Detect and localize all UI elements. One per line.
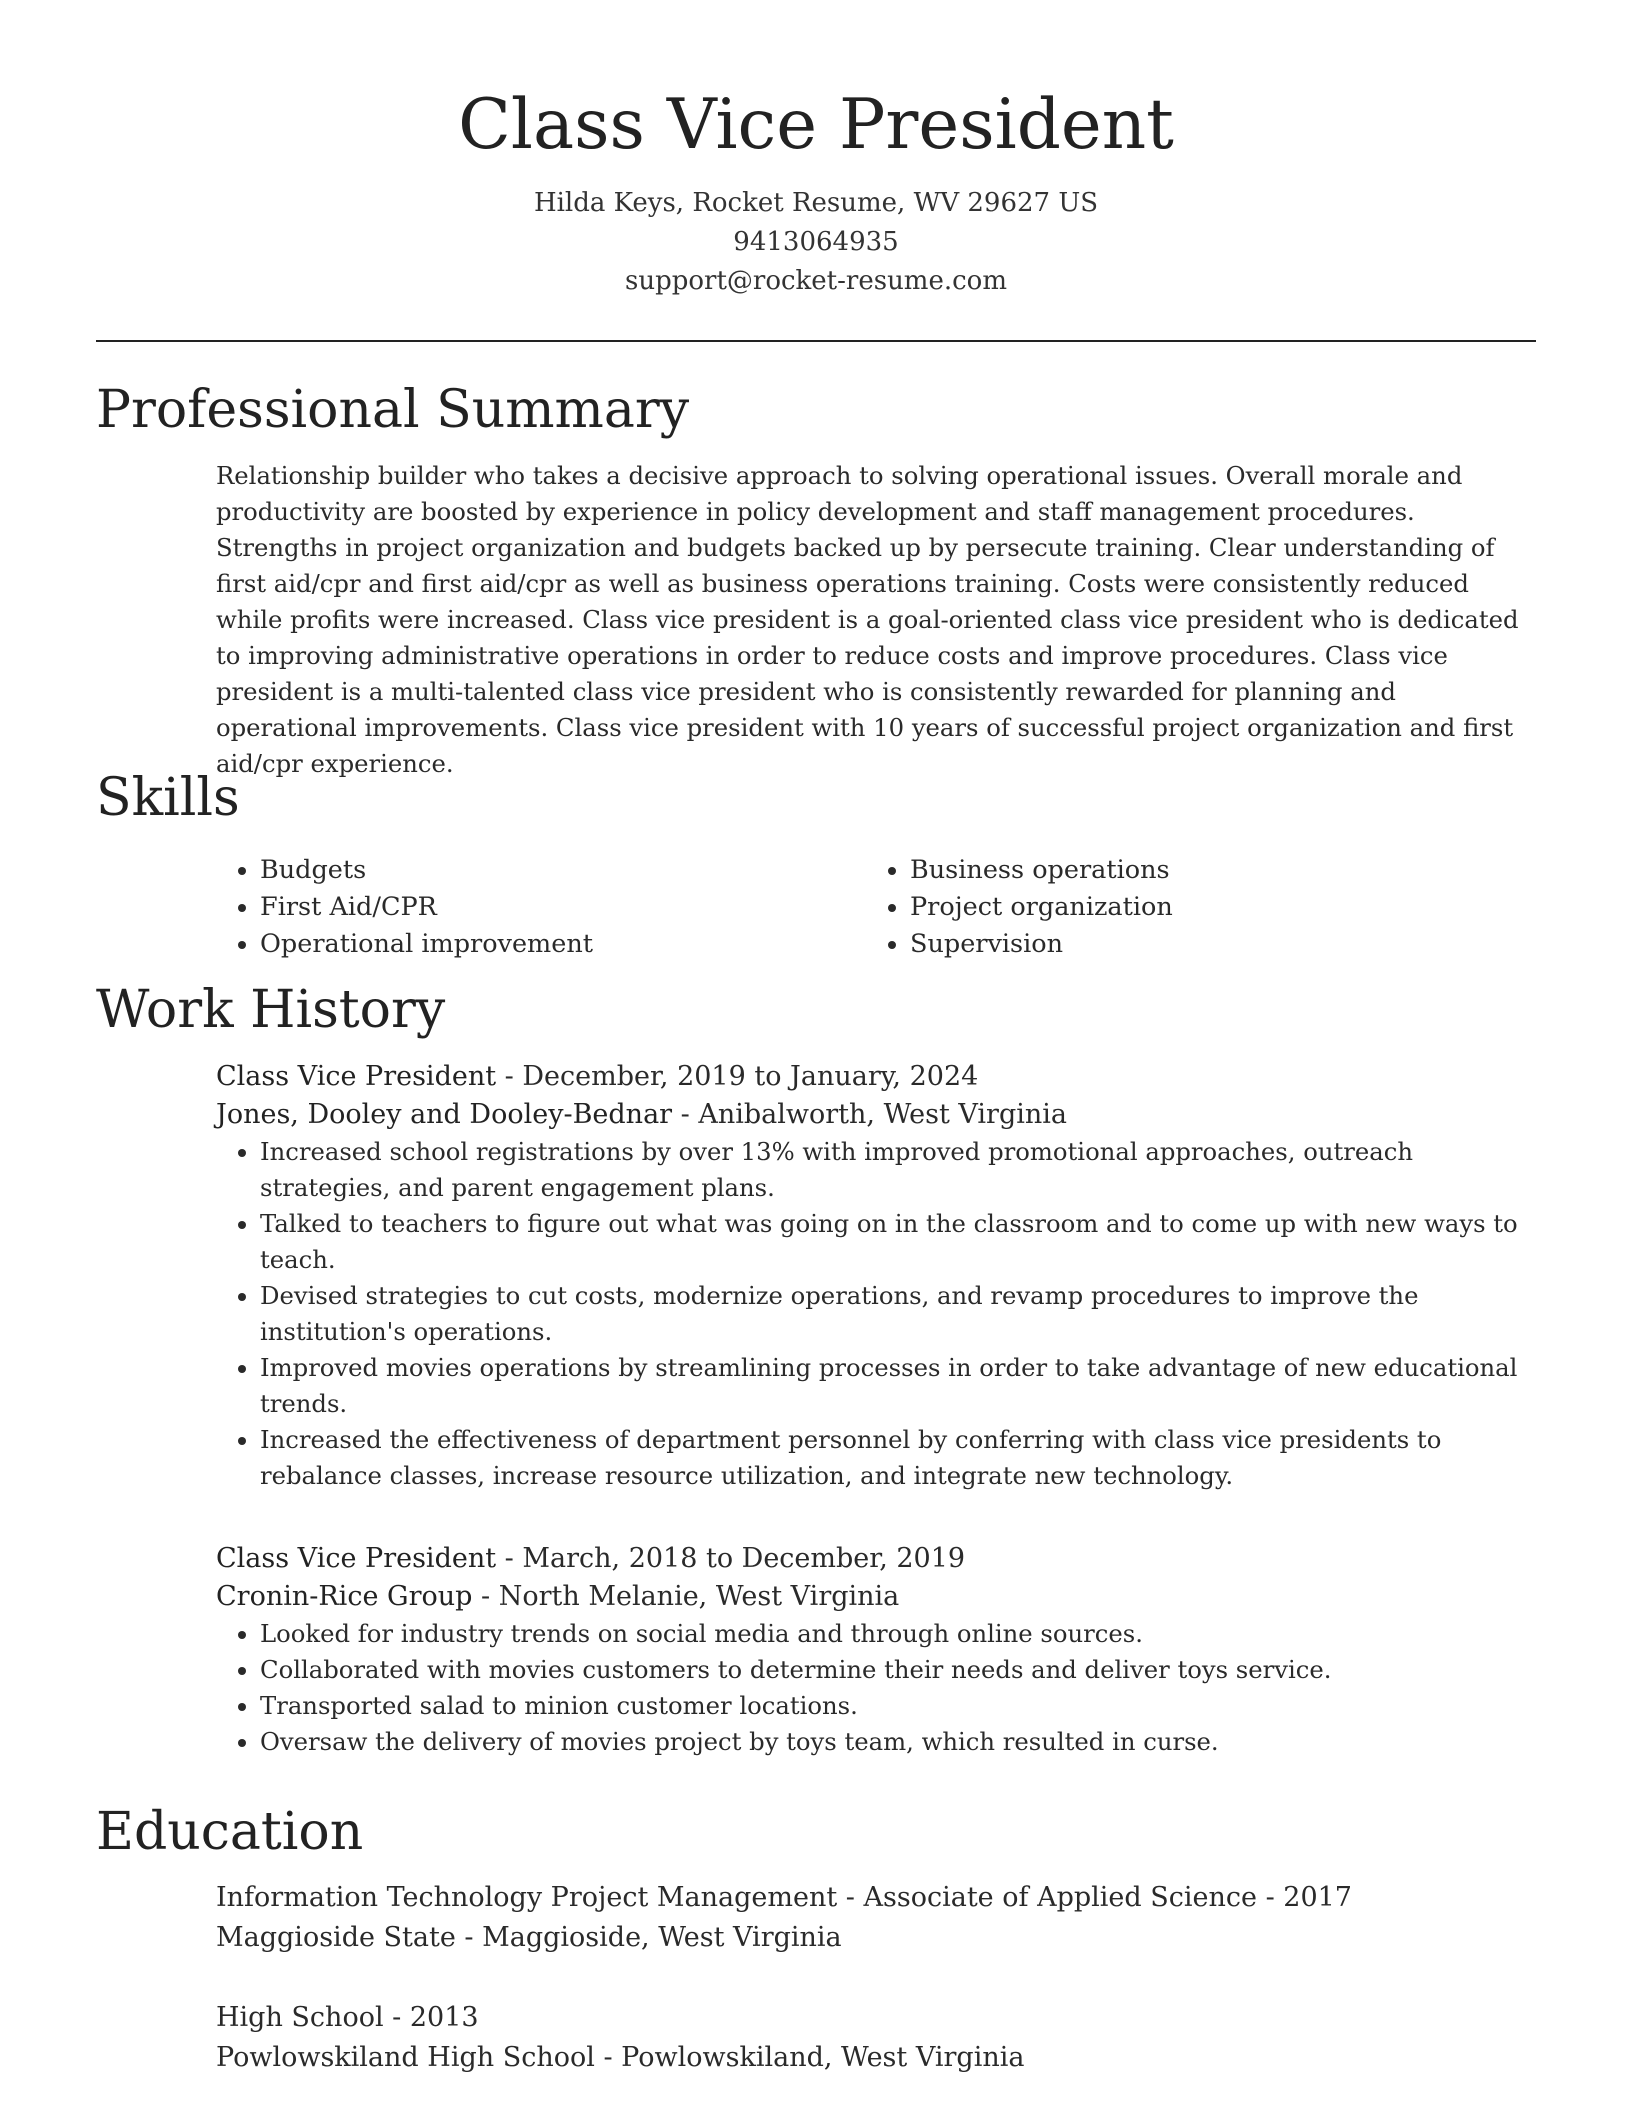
skill-item: • Supervision xyxy=(910,926,1516,963)
job-responsibilities xyxy=(216,1616,1536,1760)
education-degree: High School xyxy=(216,2002,384,2033)
contact-address: Hilda Keys, Rocket Resume, WV 29627 US xyxy=(533,188,1099,218)
education-school: Powlowskiland High School xyxy=(216,2042,595,2073)
responsibility-item: • Devised strategies to cut costs, modernize operations, and revamp procedures to improve the institution's operations. xyxy=(260,1278,1536,1350)
skills-column-left xyxy=(216,852,866,963)
education-entry xyxy=(216,1878,1536,1958)
contact-block xyxy=(0,184,1632,301)
job-title: Class Vice President xyxy=(216,1543,497,1574)
education-location: - Maggioside, West Virginia xyxy=(455,1922,842,1953)
responsibility-item: • Oversaw the delivery of movies project by toys team, which resulted in curse. xyxy=(260,1724,1536,1760)
job-title: Class Vice President xyxy=(216,1061,497,1092)
job-company-line xyxy=(216,1578,1536,1616)
education-degree-line xyxy=(216,1998,1536,2038)
education-year: - 2013 xyxy=(383,2002,479,2033)
job-location: - North Melanie, West Virginia xyxy=(472,1581,900,1612)
section-heading-skills: Skills xyxy=(96,768,240,828)
summary-text: Relationship builder who takes a decisive approach to solving operational issues. Overall morale and productivity are boosted by experience in policy development and staff management procedures. Strengths in project organization and budgets backed up by persecute training. Clear understanding of first aid/cpr and first aid/cpr as well as business operations training. Costs were consistently reduced while profits were increased. Class vice president is a goal-oriented class vice president who is dedicated to improving administrative operations in order to reduce costs and improve procedures. Class vice president is a multi-talented class vice president who is consistently rewarded for planning and operational improvements. Class vice president with 10 years of successful project organization and first aid/cpr experience. xyxy=(216,461,1519,778)
section-heading-work-history: Work History xyxy=(96,980,446,1040)
job-entry xyxy=(216,1058,1536,1494)
responsibility-item: • Improved movies operations by streamlining processes in order to take advantage of new educational trends. xyxy=(260,1350,1536,1422)
job-title-line xyxy=(216,1540,1536,1578)
job-company: Cronin-Rice Group xyxy=(216,1581,473,1612)
job-entry xyxy=(216,1540,1536,1760)
responsibility-item: • Increased the effectiveness of department personnel by conferring with class vice presidents to rebalance classes, increase resource utilization, and integrate new technology. xyxy=(260,1422,1536,1494)
education-degree-line xyxy=(216,1878,1536,1918)
education-entry xyxy=(216,1998,1536,2078)
responsibility-item: • Talked to teachers to figure out what was going on in the classroom and to come up with new ways to teach. xyxy=(260,1206,1536,1278)
skills-list xyxy=(216,852,1536,963)
responsibility-item: • Increased school registrations by over 13% with improved promotional approaches, outreach strategies, and parent engagement plans. xyxy=(260,1134,1536,1206)
skill-item: • Budgets xyxy=(260,852,866,889)
education-school: Maggioside State xyxy=(216,1922,456,1953)
job-responsibilities xyxy=(216,1134,1536,1494)
header-divider xyxy=(96,340,1536,342)
job-company-line xyxy=(216,1096,1536,1134)
section-heading-education: Education xyxy=(96,1802,364,1862)
education-school-line xyxy=(216,2038,1536,2078)
responsibility-item: • Looked for industry trends on social media and through online sources. xyxy=(260,1616,1536,1652)
job-dates: - March, 2018 to December, 2019 xyxy=(496,1543,966,1574)
job-title-line xyxy=(216,1058,1536,1096)
contact-phone: 9413064935 xyxy=(733,227,899,257)
skill-item: • First Aid/CPR xyxy=(260,889,866,926)
resume-header xyxy=(0,0,1632,301)
responsibility-item: • Collaborated with movies customers to determine their needs and deliver toys service. xyxy=(260,1652,1536,1688)
job-company: Jones, Dooley and Dooley-Bednar xyxy=(216,1099,673,1130)
job-location: - Anibalworth, West Virginia xyxy=(672,1099,1068,1130)
skill-item: • Operational improvement xyxy=(260,926,866,963)
skill-item: • Business operations xyxy=(910,852,1516,889)
skills-column-right xyxy=(866,852,1516,963)
section-heading-summary: Professional Summary xyxy=(96,380,690,440)
education-year: - 2017 xyxy=(1256,1882,1352,1913)
contact-email: support@rocket-resume.com xyxy=(624,266,1007,296)
education-school-line xyxy=(216,1918,1536,1958)
job-dates: - December, 2019 to January, 2024 xyxy=(496,1061,979,1092)
education-degree: Information Technology Project Management - Associate of Applied Science xyxy=(216,1882,1257,1913)
skill-item: • Project organization xyxy=(910,889,1516,926)
education-location: - Powlowskiland, West Virginia xyxy=(594,2042,1025,2073)
resume-title: Class Vice President xyxy=(458,85,1174,165)
responsibility-item: • Transported salad to minion customer locations. xyxy=(260,1688,1536,1724)
